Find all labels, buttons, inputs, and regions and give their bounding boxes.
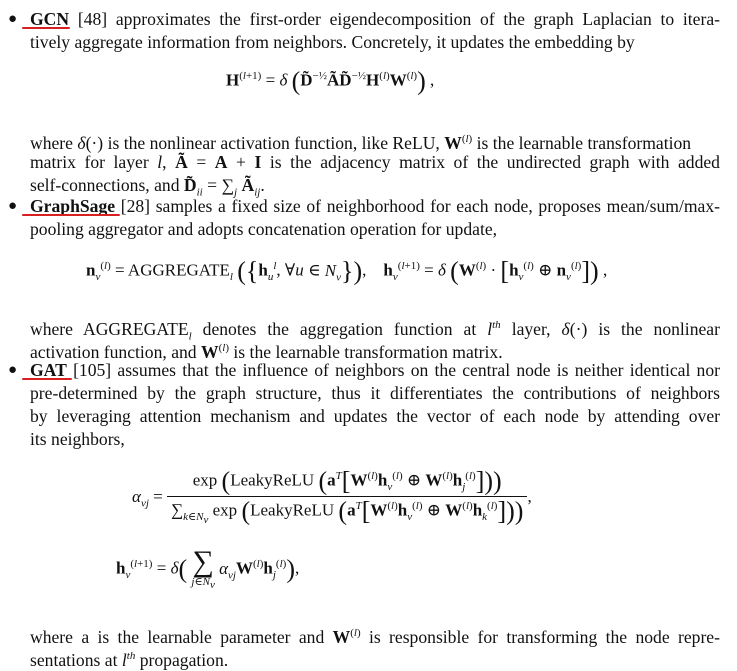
gcn-text-1: [48] approximates the first-order eigendecomposition of the graph Laplacian to itera- (77, 9, 720, 29)
gat-where-2: sentations at $l^{th}$ propagation. (30, 649, 229, 670)
gat-line-1: GAT [105] assumes that the influence of neighbors on the central node is neither identical nor (30, 360, 721, 380)
gcn-where-1: where δ(·) is the nonlinear activation function, like ReLU, $W^{(l)}$ is the learnable transformation (30, 132, 692, 153)
bullet-marker: ● (8, 11, 18, 27)
graphsage-where-2: activation function, and $W^{(l)}$ is the learnable transformation matrix. (30, 341, 503, 362)
gat-attention-equation: $\alpha_{vj}$ = $\frac{\exp (LeakyReLU (a^T[W^{(l)}h_v^{(l)} \oplus W^{(l)}h_j^{(l)}]))}{\sum_{k\in N_v} \exp (LeakyReLU (a^T[W^{(l)}h_v^{(l)} \oplus W^{(l)}h_k^{(l)}]))}$ , (132, 466, 532, 527)
gcn-where-2: matrix for layer l, Ã = A + I is the adjacency matrix of the undirected graph with added (30, 152, 720, 172)
gat-update-equation: $h_v^{(l+1)} = \delta$( ∑ $j\in N_v$ $\alpha_{vj}W^{(l)}h_j^{(l)}$), (116, 545, 300, 592)
graphsage-equation: $n_v^{(l)}$ = $AGGREGATE_l$ ({$h_u^l$, ∀u ∈ $N_v$}), $h_v^{(l+1)} = \delta$ ($W^{(l)} \cdot [h_v^{(l)}$ ⊕ $n_v^{(l)}$]) , (86, 256, 608, 286)
gat-where-1: where a is the learnable parameter and $W^{(l)}$ is responsible for transforming the node repre- (30, 626, 720, 647)
bullet-marker: ● (8, 198, 18, 214)
gat-line-2: pre-determined by the graph structure, thus it differentiates the contributions of neighbors (30, 383, 720, 403)
gat-line-4: its neighbors, (30, 429, 125, 449)
gcn-equation: $H^{(l+1)} = \delta$ $(D̃^{-\frac{1}{2}}ÃD̃^{-\frac{1}{2}}H^{(l)}W^{(l)})$ , (226, 66, 435, 96)
red-underline-graphsage (22, 214, 120, 216)
red-underline-gat (22, 378, 72, 380)
graphsage-where-1: where $AGGREGATE_l$ denotes the aggregation function at $l^{th}$ layer, δ(·) is the nonlinear (30, 318, 720, 343)
gat-term: GAT (30, 360, 67, 380)
graphsage-term: GraphSage (30, 196, 116, 216)
gat-line-3: by leveraging attention mechanism and updates the vector of each node by attending over (30, 406, 720, 426)
gcn-where-3: self-connections, and $D̃_{ii} = \sum_j$ $Ã_{ij}$. (30, 175, 265, 199)
gcn-term: GCN (30, 9, 70, 29)
red-underline-gcn (22, 27, 70, 29)
graphsage-line-1: GraphSage [28] samples a fixed size of neighborhood for each node, proposes mean/sum/max- (30, 196, 720, 216)
graphsage-line-2: pooling aggregator and adopts concatenation operation for update, (30, 219, 498, 239)
bullet-marker: ● (8, 362, 18, 378)
gcn-line-2: tively aggregate information from neighbors. Concretely, it updates the embedding by (30, 32, 635, 52)
gcn-line-1 (30, 8, 720, 30)
